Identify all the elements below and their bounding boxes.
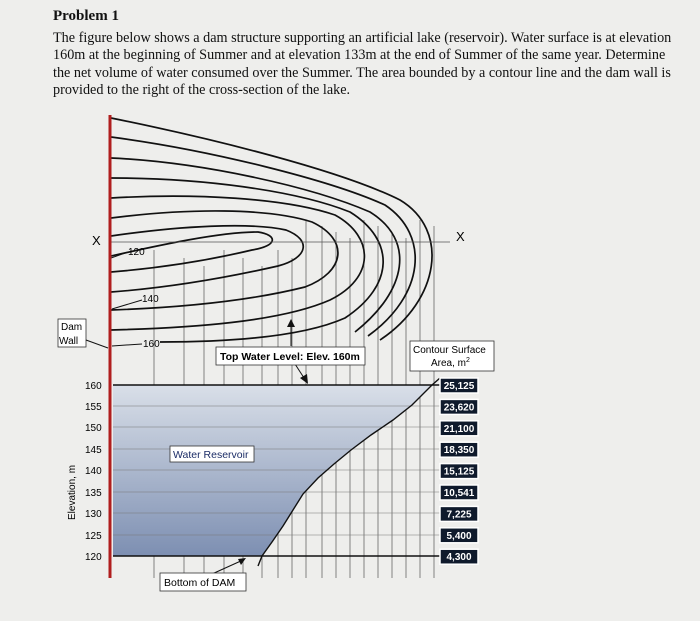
problem-statement: The figure below shows a dam structure supporting an artificial lake (reservoir). Water surface is at elevation 160m at the beginning of Summer and at elevation 133m at the end of Summer of the same year. Determine the net volume of water consumed over the Summer. The area bounded by a contour line and the dam wall is provided to the right of the cross-section of the lake. xyxy=(53,30,672,98)
elev-label-150: 150 xyxy=(85,423,102,434)
twl-arrowhead-down xyxy=(300,374,308,384)
area-value: 10,541 xyxy=(443,488,475,499)
section-marker-right: X xyxy=(456,229,465,244)
contour-leader-160 xyxy=(112,344,142,346)
elev-label-130: 130 xyxy=(85,509,102,520)
area-header-line2: Area, $m^2$ xyxy=(431,357,470,369)
area-value: 5,400 xyxy=(446,530,472,542)
contour-leader-140 xyxy=(112,300,142,309)
contour-label-140: 140 xyxy=(142,294,159,305)
dam-wall-label-line1: Dam xyxy=(61,322,83,333)
water-reservoir-label: Water Reservoir xyxy=(173,449,249,461)
area-values xyxy=(440,378,478,564)
contour-label-160: 160 xyxy=(143,339,160,350)
elev-label-145: 145 xyxy=(85,445,102,456)
top-water-level-label: Top Water Level: Elev. 160m xyxy=(220,351,360,363)
y-axis-label: Elevation, m xyxy=(67,464,78,520)
area-value: 4,300 xyxy=(446,552,472,564)
area-value: 18,350 xyxy=(443,445,475,457)
section-marker-left: X xyxy=(92,233,101,248)
twl-arrowhead-up xyxy=(287,319,295,327)
area-header-line1: Contour Surface xyxy=(413,345,486,356)
area-value: 21,100 xyxy=(443,423,475,435)
elev-label-155: 155 xyxy=(85,402,102,413)
elev-label-160: 160 xyxy=(85,381,102,392)
bottom-of-dam-label: Bottom of DAM xyxy=(164,577,236,589)
area-value: 25,125 xyxy=(443,381,475,392)
contour-label-120: 120 xyxy=(128,247,145,258)
area-value: 7,225 xyxy=(446,509,472,521)
problem-title: Problem 1 xyxy=(53,8,119,24)
elev-label-120: 120 xyxy=(85,552,102,563)
elev-label-135: 135 xyxy=(85,488,102,499)
elev-label-125: 125 xyxy=(85,531,102,542)
elev-label-140: 140 xyxy=(85,466,102,477)
water-reservoir xyxy=(113,385,432,556)
area-value: 15,125 xyxy=(443,466,475,478)
area-value: 23,620 xyxy=(443,402,475,414)
contour-map xyxy=(111,118,432,342)
dam-wall-arrow xyxy=(86,340,108,348)
bottom-arrow xyxy=(212,560,243,574)
dam-wall-label-line2: Wall xyxy=(59,336,79,347)
